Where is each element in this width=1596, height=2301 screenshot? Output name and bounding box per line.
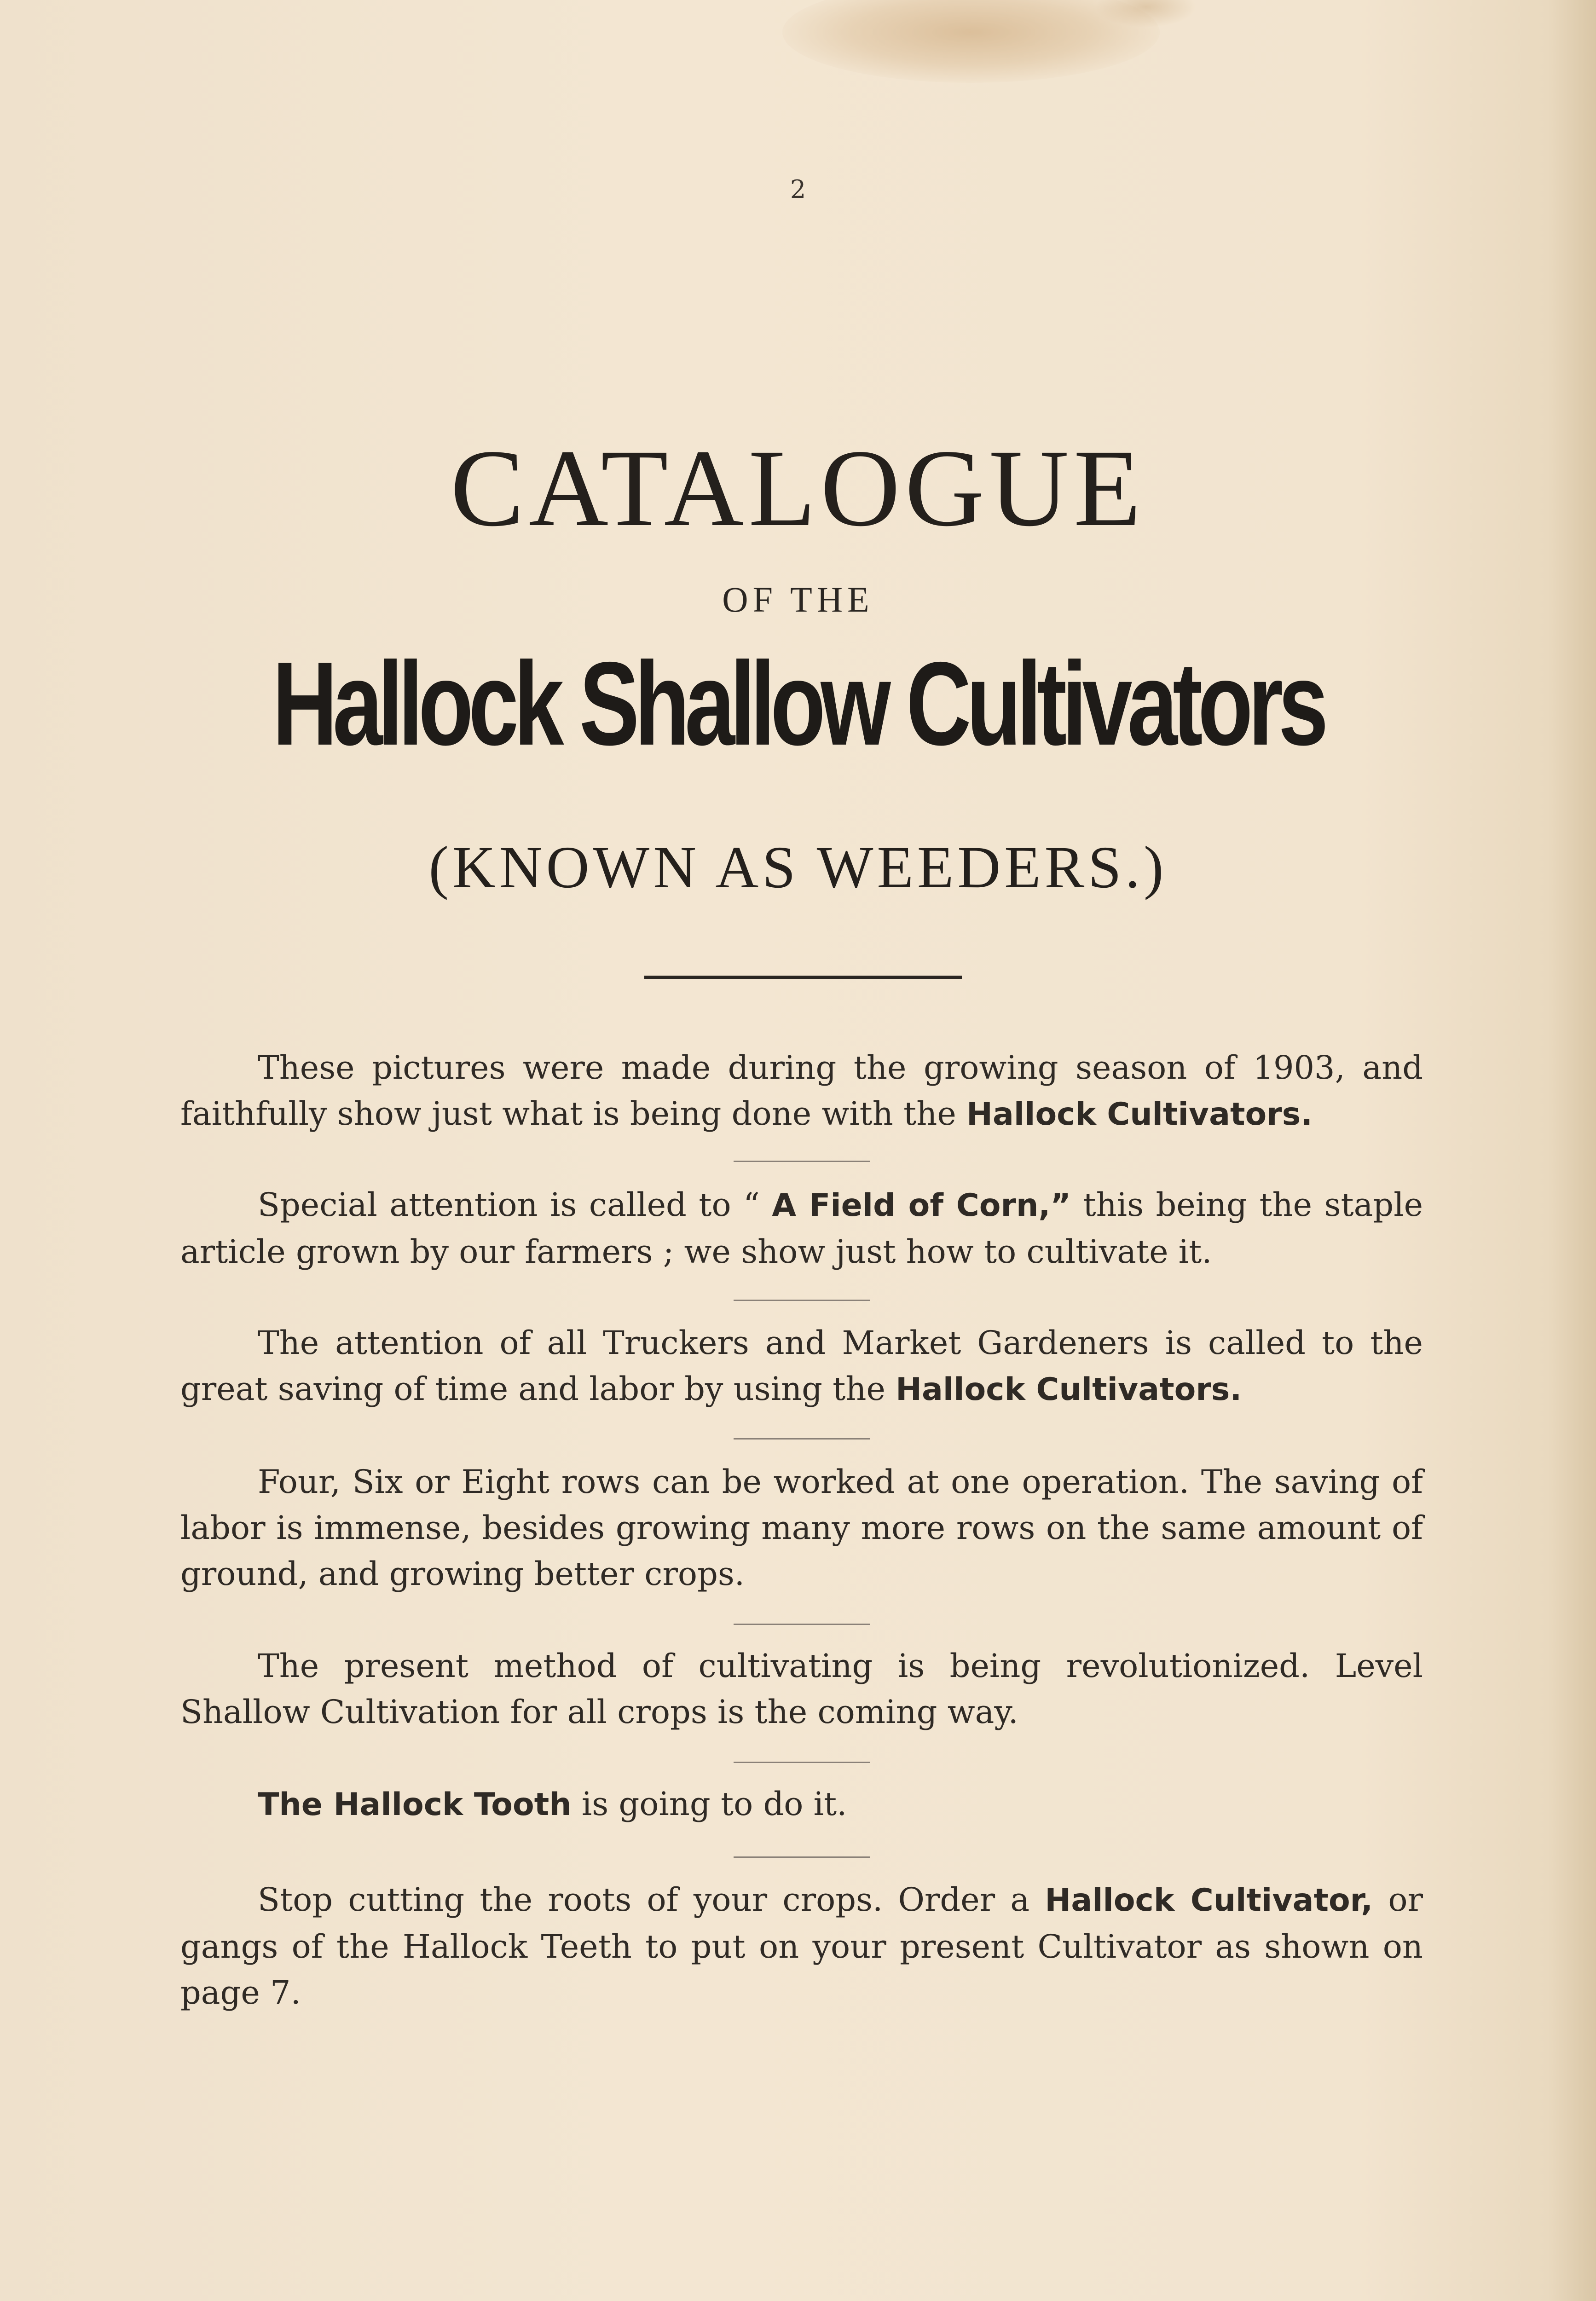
paragraph-separator <box>734 1438 870 1440</box>
title-divider <box>644 976 962 979</box>
paragraph-7 <box>180 1877 1423 2016</box>
paragraph-2-tail: this being the staple article grown by our farmers ; we show just how to cultivate it. <box>180 1186 1423 1271</box>
paragraph-separator <box>734 1161 870 1162</box>
paragraph-6-tail: is going to do it. <box>571 1785 847 1823</box>
paragraph-3-bold: Hallock Cultivators. <box>896 1371 1242 1408</box>
title-known-as-weeders: (KNOWN AS WEEDERS.) <box>428 834 1168 901</box>
paragraph-separator <box>734 1300 870 1301</box>
paragraph-6 <box>180 1781 1423 1828</box>
paragraph-separator <box>734 1624 870 1625</box>
paragraph-7-tail: or gangs of the Hallock Teeth to put on your present Cultivator as shown on page 7. <box>180 1881 1423 2012</box>
paragraph-separator <box>734 1856 870 1858</box>
paragraph-2-text: Special attention is called to “ <box>258 1186 772 1224</box>
paragraph-1-text: These pictures were made during the growing season of 1903, and faithfully show just what is being done with the <box>180 1049 1423 1133</box>
paragraph-5-text: The present method of cultivating is being revolutionized. Level Shallow Cultivation for all crops is the coming way. <box>180 1647 1423 1731</box>
title-catalogue: CATALOGUE <box>450 427 1146 549</box>
paragraph-1 <box>180 1045 1423 1138</box>
paragraph-7-bold: Hallock Cultivator, <box>1045 1882 1373 1919</box>
paragraph-3-text: The attention of all Truckers and Market Gardeners is called to the great saving of time and labor by using the <box>180 1324 1423 1408</box>
paragraph-6-bold: The Hallock Tooth <box>258 1786 572 1823</box>
title-of-the: OF THE <box>722 579 874 619</box>
title-hallock-shallow-cultivators: Hallock Shallow Cultivators <box>272 637 1324 770</box>
paragraph-7-text: Stop cutting the roots of your crops. Order a <box>258 1881 1045 1919</box>
paragraph-2 <box>180 1182 1423 1275</box>
paragraph-4-text: Four, Six or Eight rows can be worked at one operation. The saving of labor is immense, besides growing many more rows on the same amount of ground, and growing better crops. <box>180 1463 1423 1593</box>
page-number: 2 <box>790 175 806 204</box>
paragraph-2-bold: A Field of Corn,” <box>772 1187 1071 1224</box>
paragraph-separator <box>734 1762 870 1763</box>
paragraph-1-bold: Hallock Cultivators. <box>966 1096 1313 1133</box>
paragraph-4 <box>180 1459 1423 1598</box>
paragraph-3 <box>180 1320 1423 1413</box>
paragraph-5 <box>180 1643 1423 1736</box>
